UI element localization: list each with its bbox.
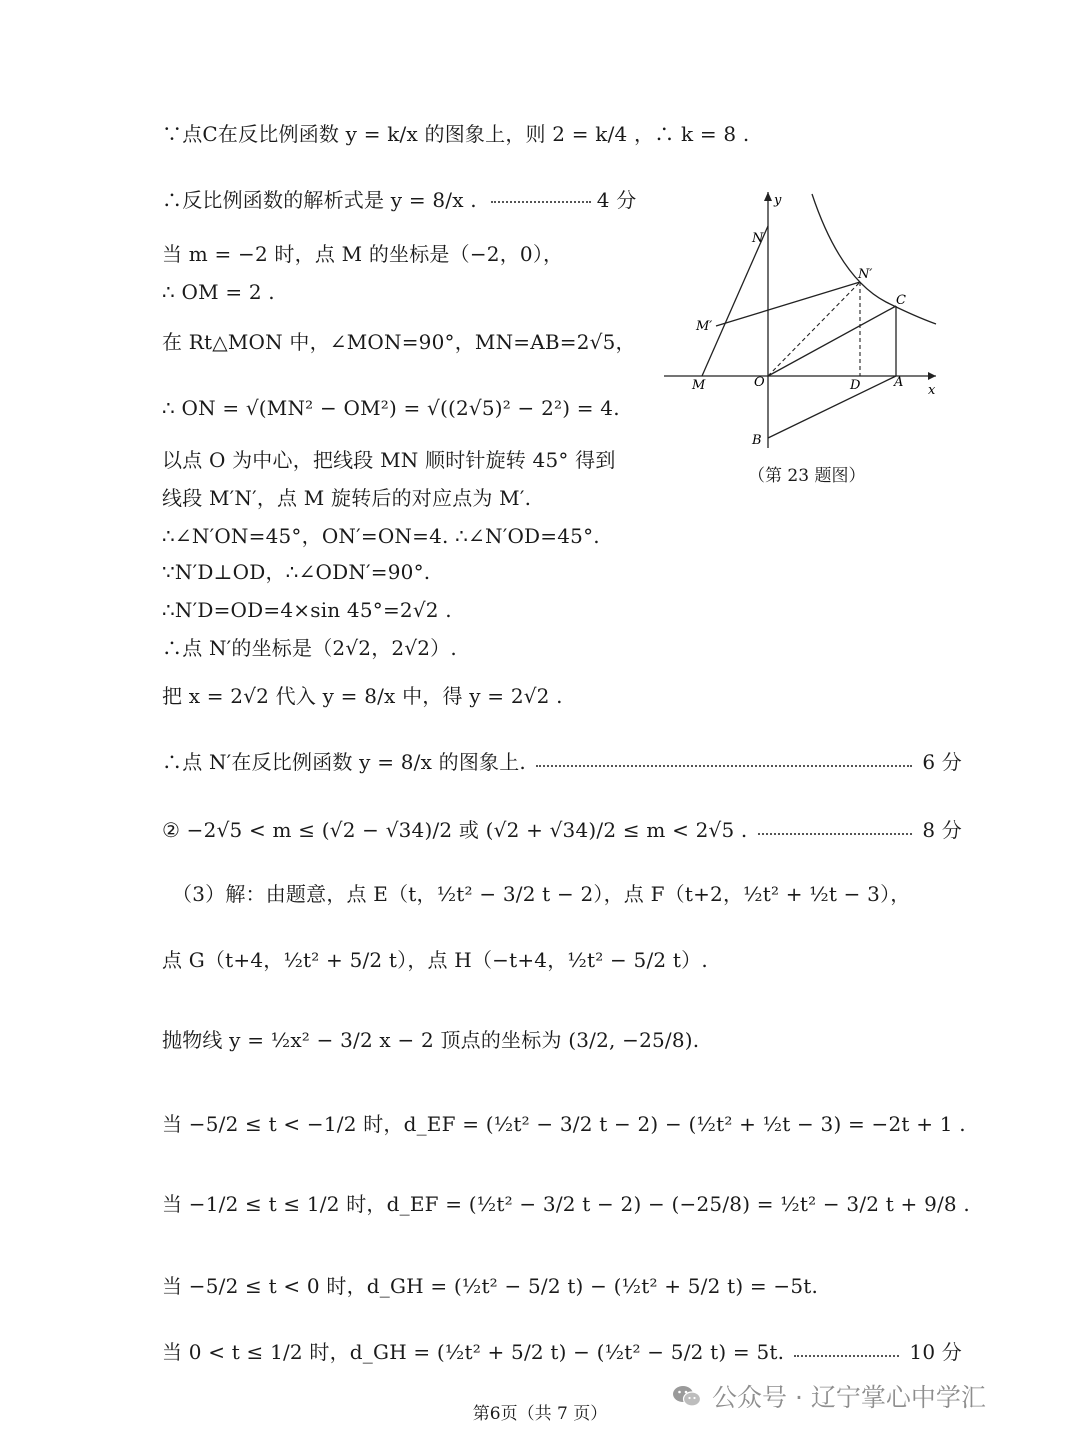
score-mark: 8 分: [922, 818, 962, 842]
solution-line: ∴点 N′的坐标是（2√2，2√2）.: [162, 636, 457, 660]
label-B: B: [752, 433, 762, 448]
label-M: M: [692, 378, 706, 393]
solution-line: ∵点C在反比例函数 y = k/x 的图象上，则 2 = k/4 ，∴ k = 8 .: [162, 122, 750, 146]
label-N: N: [752, 231, 764, 246]
solution-line-with-score: [162, 816, 962, 844]
solution-line: ∴ ON = √(MN² − OM²) = √((2√5)² − 2²) = 4.: [162, 396, 620, 420]
score-leader: [536, 765, 912, 767]
watermark-text: 公众号 · 辽宁掌心中学汇: [712, 1383, 986, 1412]
watermark: [672, 1378, 986, 1414]
solution-line: 在 Rt△MON 中，∠MON=90°，MN=AB=2√5，: [162, 330, 636, 354]
score-mark: 4 分: [596, 188, 637, 212]
solution-line-with-score: [162, 186, 636, 214]
x-axis-arrow: [928, 372, 936, 380]
segment-BA: [768, 376, 896, 438]
score-leader: [491, 201, 591, 203]
page-footer: 第6页（共 7 页）: [472, 1404, 608, 1424]
label-y: y: [774, 193, 782, 208]
hyperbola-curve: [812, 194, 936, 324]
solution-line: 把 x = 2√2 代入 y = 8/x 中，得 y = 2√2 .: [162, 684, 563, 708]
y-axis-arrow: [764, 192, 772, 201]
solution-line: 点 G（t+4，½t² + 5/2 t），点 H（−t+4，½t² − 5/2 t）.: [162, 948, 708, 972]
solution-line: 当 m = −2 时，点 M 的坐标是（−2，0），: [162, 242, 564, 266]
label-C: C: [896, 293, 906, 308]
label-Nprime: N′: [858, 267, 873, 282]
figure-caption: （第 23 题图）: [748, 466, 866, 486]
solution-line: ∴∠N′ON=45°，ON′=ON=4. ∴∠N′OD=45°.: [162, 524, 600, 548]
solution-line: ∴N′D=OD=4×sin 45°=2√2 .: [162, 598, 452, 622]
score-mark: 10 分: [909, 1340, 962, 1364]
segment-MN: [702, 226, 768, 376]
solution-line-text: ∴反比例函数的解析式是 y = 8/x .: [162, 188, 477, 212]
geometry-figure: [664, 186, 944, 456]
score-leader: [758, 833, 913, 835]
solution-line-text: ∴点 N′在反比例函数 y = 8/x 的图象上.: [162, 750, 526, 774]
segment-OC: [768, 306, 896, 376]
solution-line: 以点 O 为中心，把线段 MN 顺时针旋转 45° 得到: [162, 448, 616, 472]
solution-line: 当 −5/2 ≤ t < −1/2 时，d_EF = (½t² − 3/2 t − 2) − (½t² + ½t − 3) = −2t + 1 .: [162, 1112, 966, 1136]
solution-line: ∴ OM = 2 .: [162, 280, 275, 304]
label-O: O: [754, 375, 765, 390]
solution-line: ∵N′D⊥OD，∴∠ODN′=90°.: [162, 560, 431, 584]
score-leader: [794, 1355, 899, 1357]
solution-line: 线段 M′N′，点 M 旋转后的对应点为 M′.: [162, 486, 532, 510]
solution-line-with-score: [162, 748, 962, 776]
wechat-icon: [672, 1384, 702, 1408]
solution-line: （3）解：由题意，点 E（t，½t² − 3/2 t − 2），点 F（t+2，½t² + ½t − 3），: [172, 882, 911, 906]
solution-line: 当 −1/2 ≤ t ≤ 1/2 时，d_EF = (½t² − 3/2 t − 2) − (−25/8) = ½t² − 3/2 t + 9/8 .: [162, 1192, 970, 1216]
label-A: A: [894, 375, 904, 390]
label-D: D: [850, 378, 861, 393]
solution-line-text: 当 0 < t ≤ 1/2 时，d_GH = (½t² + 5/2 t) − (½t² − 5/2 t) = 5t.: [162, 1340, 785, 1364]
label-x: x: [928, 383, 936, 398]
solution-line-with-score: [162, 1338, 962, 1366]
score-mark: 6 分: [922, 750, 962, 774]
solution-line: 当 −5/2 ≤ t < 0 时，d_GH = (½t² − 5/2 t) − (½t² + 5/2 t) = −5t.: [162, 1274, 819, 1298]
label-Mprime: M′: [696, 319, 713, 334]
solution-line: 抛物线 y = ½x² − 3/2 x − 2 顶点的坐标为 (3/2, −25/8).: [162, 1028, 700, 1052]
solution-line-text: ② −2√5 < m ≤ (√2 − √34)/2 或 (√2 + √34)/2 ≤ m < 2√5 .: [162, 818, 748, 842]
